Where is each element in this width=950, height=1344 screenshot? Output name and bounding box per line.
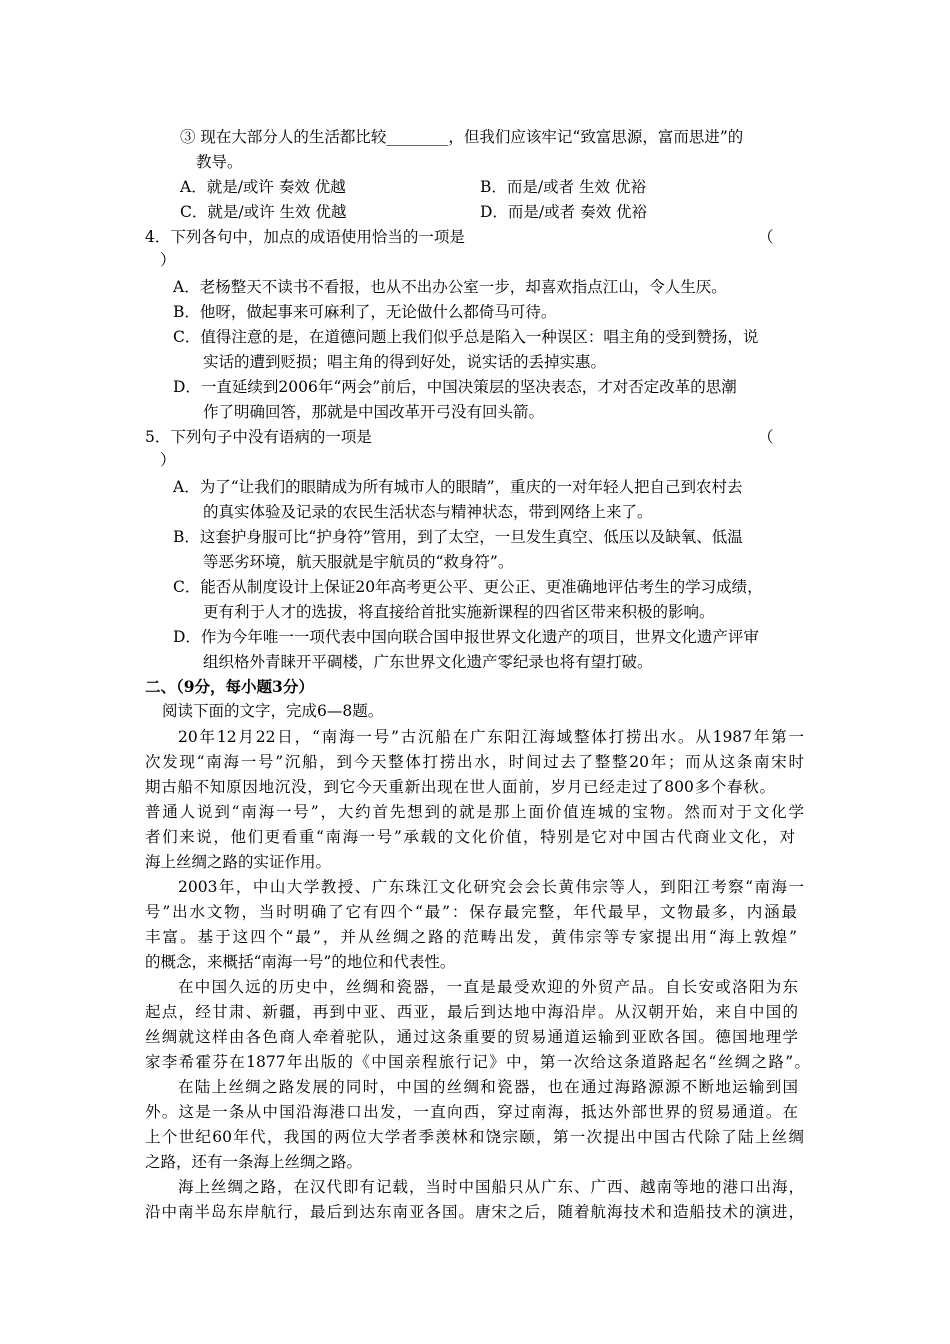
passage-p2-line3: 丰富。基于这四个“最”，并从丝绸之路的范畴出发，黄伟宗等专家提出用“海上敦煌” — [145, 928, 797, 946]
passage-p3-line2: 起点，经甘肃、新疆，再到中亚、西亚，最后到达地中海沿岸。从汉朝开始，来自中国的 — [145, 1003, 798, 1021]
q5-paren-close: ） — [160, 451, 176, 469]
passage-p2-line1: 2003年，中山大学教授、广东珠江文化研究会会长黄伟宗等人，到阳江考察“南海一 — [178, 878, 804, 896]
passage-p3-line4: 家李希霍芬在1877年出版的《中国亲程旅行记》中，第一次给这条道路起名“丝绸之路”。 — [145, 1053, 810, 1071]
passage-p4-line3: 上个世纪60年代，我国的两位大学者季羡林和饶宗颐，第一次提出中国古代除了陆上丝绸 — [145, 1128, 804, 1146]
passage-p3-line3: 丝绸就这样由各色商人牵着驼队，通过这条重要的贸易通道运输到亚欧各国。德国地理学 — [145, 1028, 798, 1046]
passage-p5-line1: 海上丝绸之路，在汉代即有记载，当时中国船只从广东、广西、越南等地的港口出海， — [178, 1178, 804, 1196]
q5-option-c-line1: C．能否从制度设计上保证20年高考更公平、更公正、更准确地评估考生的学习成绩， — [173, 578, 763, 596]
q5-option-d-line2: 组织格外青睐开平碉楼，广东世界文化遗产零纪录也将有望打破。 — [203, 653, 653, 671]
q3-option-a: A．就是/或许 奏效 优越 — [180, 178, 346, 196]
q5-option-a-line1: A．为了“让我们的眼睛成为所有城市人的眼睛”，重庆的一对年轻人把自己到农村去 — [173, 478, 743, 496]
q4-paren-close: ） — [160, 251, 176, 269]
q3-item-line2: 教导。 — [196, 153, 243, 171]
passage-p1-line2: 次发现“南海一号”沉船，到今天整体打捞出水，时间过去了整整20年；而从这条南宋时 — [145, 753, 804, 771]
passage-p2-line2: 号”出水文物，当时明确了它有四个“最”：保存最完整，年代最早，文物最多，内涵最 — [145, 903, 797, 921]
q5-option-d-line1: D．作为今年唯一一项代表中国向联合国申报世界文化遗产的项目，世界文化遗产评审 — [173, 628, 759, 646]
q4-option-a: A．老杨整天不读书不看报，也从不出办公室一步，却喜欢指点江山，令人生厌。 — [173, 278, 727, 296]
q3-item-line1: ③ 现在大部分人的生活都比较________，但我们应该牢记“致富思源，富而思进”的 — [180, 128, 744, 146]
q5-option-b-line2: 等恶劣环境，航天服就是宇航员的“救身符”。 — [203, 553, 514, 571]
q4-option-c-line1: C．值得注意的是，在道德问题上我们似乎总是陷入一种误区：唱主角的受到赞扬，说 — [173, 328, 759, 346]
passage-p4-line2: 外。这是一条从中国沿海港口出发，一直向西，穿过南海，抵达外部世界的贸易通道。在 — [145, 1103, 798, 1121]
passage-p4-line4: 之路，还有一条海上丝绸之路。 — [145, 1153, 363, 1171]
q5-paren-open: （ — [758, 428, 774, 446]
passage-p2-line4: 的概念，来概括“南海一号”的地位和代表性。 — [145, 953, 456, 971]
passage-p1-line3: 期古船不知原因地沉没，到它今天重新出现在世人面前，岁月已经走过了800多个春秋。 — [145, 778, 775, 796]
section-heading: 二、（9分，每小题3分） — [145, 677, 314, 696]
q4-paren-open: （ — [758, 228, 774, 246]
q4-option-d-line2: 作了明确回答，那就是中国改革开弓没有回头箭。 — [203, 403, 545, 421]
q5-option-b-line1: B．这套护身服可比“护身符”管用，到了太空，一旦发生真空、低压以及缺氧、低温 — [173, 528, 743, 546]
q4-option-b: B．他呀，做起事来可麻利了，无论做什么都倚马可待。 — [173, 303, 557, 321]
passage-p1-line5: 者们来说，他们更看重“南海一号”承载的文化价值，特别是它对中国古代商业文化，对 — [145, 828, 795, 846]
passage-p1-line1: 20年12月22日，“南海一号”古沉船在广东阳江海域整体打捞出水。从1987年第一 — [178, 728, 804, 746]
passage-p4-line1: 在陆上丝绸之路发展的同时，中国的丝绸和瓷器，也在通过海路源源不断地运输到国 — [178, 1078, 798, 1096]
passage-p1-line6: 海上丝绸之路的实证作用。 — [145, 853, 332, 871]
q3-option-b: B．而是/或者 生效 优裕 — [480, 178, 646, 196]
q5-option-a-line2: 的真实体验及记录的农民生活状态与精神状态，带到网络上来了。 — [203, 503, 653, 521]
q4-stem: 4．下列各句中，加点的成语使用恰当的一项是 — [145, 228, 465, 246]
q5-stem: 5．下列句子中没有语病的一项是 — [145, 428, 372, 446]
q3-option-c: C．就是/或许 生效 优越 — [180, 203, 347, 221]
q3-option-d: D．而是/或者 奏效 优裕 — [480, 203, 648, 221]
q4-option-c-line2: 实话的遭到贬损；唱主角的得到好处，说实话的丢掉实惠。 — [203, 353, 607, 371]
passage-p5-line2: 沿中南半岛东岸航行，最后到达东南亚各国。唐宋之后，随着航海技术和造船技术的演进， — [145, 1203, 804, 1221]
q4-option-d-line1: D．一直延续到2006年“两会”前后，中国决策层的坚决表态，才对否定改革的思潮 — [173, 378, 737, 396]
passage-p3-line1: 在中国久远的历史中，丝绸和瓷器，一直是最受欢迎的外贸产品。自长安或洛阳为东 — [178, 978, 798, 996]
section-instruction: 阅读下面的文字，完成6—8题。 — [162, 702, 384, 720]
passage-p1-line4: 普通人说到“南海一号”，大约首先想到的就是那上面价值连城的宝物。然而对于文化学 — [145, 803, 804, 821]
q5-option-c-line2: 更有利于人才的选拔，将直接给首批实施新课程的四省区带来积极的影响。 — [203, 603, 715, 621]
